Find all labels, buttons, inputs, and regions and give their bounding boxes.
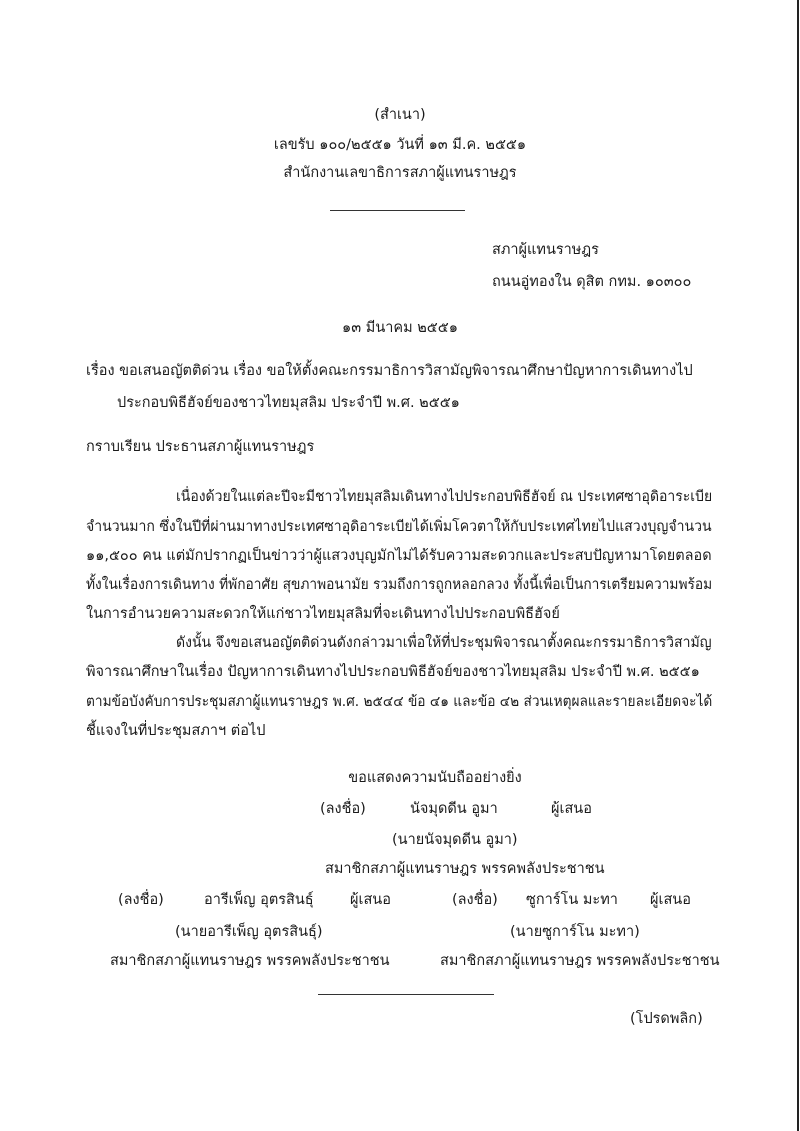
signatory-left-position: สมาชิกสภาผู้แทนราษฎร พรรคพลังประชาชน [110,953,390,969]
body-p2-line1: ดังนั้น จึงขอเสนอญัตติด่วนดังกล่าวมาเพื่อให้ที่ประชุมพิจารณาตั้งคณะกรรมาธิการวิสามัญ [176,635,712,651]
signatory-left-name: อารีเพ็ญ อุตรสินธุ์ [204,892,314,908]
body-p1-line3: ๑๑,๕๐๐ คน แต่มักปรากฏเป็นข่าวว่าผู้แสวงบุญมักไม่ได้รับความสะดวกและประสบปัญหามาโดยตลอด [86,548,712,564]
salutation: กราบเรียน ประธานสภาผู้แทนราษฎร [86,439,315,455]
signatory-left-role: ผู้เสนอ [350,892,391,908]
sender-address: ถนนอู่ทองใน ดุสิต กทม. ๑๐๓๐๐ [492,274,692,290]
copy-marker: (สำเนา) [374,107,426,123]
body-p1-line1: เนื่องด้วยในแต่ละปีจะมีชาวไทยมุสลิมเดินทางไปประกอบพิธีฮัจย์ ณ ประเทศซาอุดิอาระเบีย [176,489,713,505]
sign-label-right: (ลงชื่อ) [452,892,498,908]
page-edge [797,0,799,1131]
signatory-main-name: นัจมุดดีน อูมา [410,801,498,817]
body-p2-line3: ตามข้อบังคับการประชุมสภาผู้แทนราษฎร พ.ศ. ๒๕๔๔ ข้อ ๔๑ และข้อ ๔๒ ส่วนเหตุผลและรายละเอียดจะได้ [86,694,713,710]
signatory-right-name: ซูการ์โน มะทา [526,892,618,908]
body-p1-line5: ในการอำนวยความสะดวกให้แก่ชาวไทยมุสลิมที่จะเดินทางไปประกอบพิธีฮัจย์ [86,606,560,622]
footer-divider [318,994,494,995]
subject-line-2: ประกอบพิธีฮัจย์ของชาวไทยมุสลิม ประจำปี พ.ศ. ๒๕๕๑ [117,395,460,411]
header-divider [330,210,465,211]
body-p1-line2: จำนวนมาก ซึ่งในปีที่ผ่านมาทางประเทศซาอุดิอาระเบียได้เพิ่มโควตาให้กับประเทศไทยไปแสวงบุญจำนวน [86,519,712,535]
body-p2-line2: พิจารณาศึกษาในเรื่อง ปัญหาการเดินทางไปประกอบพิธีฮัจย์ของชาวไทยมุสลิม ประจำปี พ.ศ. ๒๕๕๑ [86,664,700,680]
signatory-right-fullname: (นายซูการ์โน มะทา) [510,924,640,940]
sign-label-left: (ลงชื่อ) [118,892,164,908]
signatory-main-position: สมาชิกสภาผู้แทนราษฎร พรรคพลังประชาชน [325,861,605,877]
signatory-right-role: ผู้เสนอ [650,892,691,908]
body-p2-line4: ชี้แจงในที่ประชุมสภาฯ ต่อไป [86,723,266,739]
receiving-office: สำนักงานเลขาธิการสภาผู้แทนราษฎร [283,165,517,181]
sender-org: สภาผู้แทนราษฎร [492,242,599,258]
subject-line-1: เรื่อง ขอเสนอญัตติด่วน เรื่อง ขอให้ตั้งคณะกรรมาธิการวิสามัญพิจารณาศึกษาปัญหาการเดินทางไป [86,363,693,379]
sign-label-main: (ลงชื่อ) [320,801,366,817]
signatory-main-role: ผู้เสนอ [551,801,592,817]
letter-date: ๑๓ มีนาคม ๒๕๕๑ [342,320,458,336]
signatory-left-fullname: (นายอารีเพ็ญ อุตรสินธุ์) [175,924,323,940]
body-p1-line4: ทั้งในเรื่องการเดินทาง ที่พักอาศัย สุขภาพอนามัย รวมถึงการถูกหลอกลวง ทั้งนี้เพื่อเป็นการเตรียมความพร้อม [86,577,713,593]
turn-over-note: (โปรดพลิก) [630,1011,703,1027]
signatory-main-fullname: (นายนัจมุดดีน อูมา) [392,832,518,848]
closing: ขอแสดงความนับถืออย่างยิ่ง [348,770,522,786]
receipt-number: เลขรับ ๑๐๐/๒๕๕๑ วันที่ ๑๓ มี.ค. ๒๕๕๑ [273,137,527,153]
signatory-right-position: สมาชิกสภาผู้แทนราษฎร พรรคพลังประชาชน [440,953,720,969]
